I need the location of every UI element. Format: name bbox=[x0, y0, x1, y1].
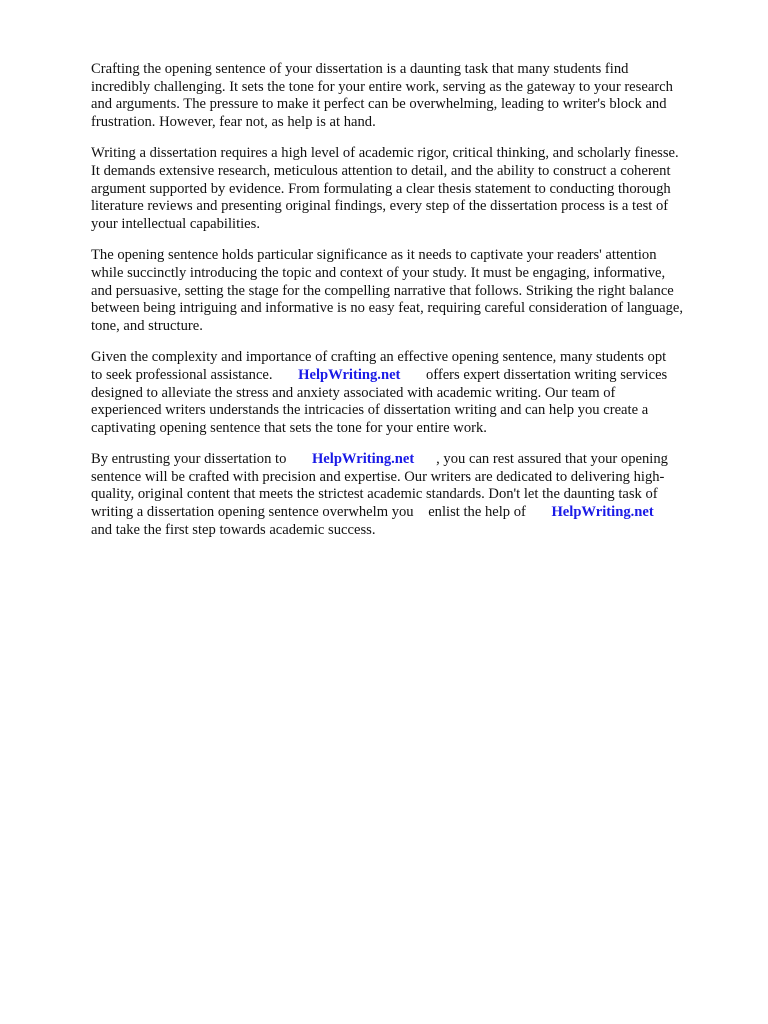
text-line: Writing a dissertation requires a high level of academic rigor, critical thinking, and scholarly finesse. bbox=[91, 145, 679, 162]
text-fragment: writing a dissertation opening sentence overwhelm you bbox=[91, 504, 414, 521]
paragraph-significance bbox=[91, 247, 731, 335]
helpwriting-link[interactable]: HelpWriting.net bbox=[551, 504, 654, 521]
text-fragment: offers expert dissertation writing services bbox=[425, 366, 668, 383]
text-line: between being intriguing and informative is no easy feat, requiring careful consideration of language, bbox=[91, 300, 684, 317]
helpwriting-link[interactable]: HelpWriting.net bbox=[298, 366, 401, 383]
text-line bbox=[91, 451, 731, 469]
paragraph-assistance bbox=[91, 349, 731, 437]
paragraph-intro bbox=[91, 61, 731, 131]
text-line bbox=[91, 504, 731, 522]
text-line: captivating opening sentence that sets the tone for your entire work. bbox=[91, 419, 487, 436]
text-line: frustration. However, fear not, as help is at hand. bbox=[91, 113, 376, 130]
text-line: and take the first step towards academic success. bbox=[91, 521, 376, 538]
text-line bbox=[91, 367, 731, 385]
text-line: while succinctly introducing the topic and context of your study. It must be engaging, informative, bbox=[91, 264, 666, 281]
text-line: tone, and structure. bbox=[91, 317, 203, 334]
text-line: Crafting the opening sentence of your dissertation is a daunting task that many students find bbox=[91, 61, 629, 77]
document-body bbox=[91, 61, 731, 553]
paragraph-requirements bbox=[91, 145, 731, 233]
text-line: The opening sentence holds particular significance as it needs to captivate your readers' attention bbox=[91, 247, 657, 264]
text-line: It demands extensive research, meticulous attention to detail, and the ability to construct a coherent bbox=[91, 162, 671, 179]
text-fragment: , you can rest assured that your opening bbox=[436, 451, 668, 468]
text-line: and arguments. The pressure to make it perfect can be overwhelming, leading to writer's block and bbox=[91, 96, 667, 113]
text-line: quality, original content that meets the strictest academic standards. Don't let the daunting task of bbox=[91, 486, 658, 503]
text-fragment: By entrusting your dissertation to bbox=[91, 451, 287, 468]
text-line: and persuasive, setting the stage for the compelling narrative that follows. Striking the right balance bbox=[91, 282, 674, 299]
text-line: literature reviews and presenting original findings, every step of the dissertation process is a test of bbox=[91, 198, 669, 215]
text-line: argument supported by evidence. From formulating a clear thesis statement to conducting thorough bbox=[91, 180, 671, 197]
text-line: your intellectual capabilities. bbox=[91, 215, 260, 232]
text-line: incredibly challenging. It sets the tone for your entire work, serving as the gateway to your research bbox=[91, 78, 673, 95]
helpwriting-link[interactable]: HelpWriting.net bbox=[311, 451, 415, 468]
paragraph-conclusion bbox=[91, 451, 731, 539]
text-line: sentence will be crafted with precision and expertise. Our writers are dedicated to delivering high- bbox=[91, 468, 665, 485]
text-line: designed to alleviate the stress and anxiety associated with academic writing. Our team of bbox=[91, 384, 616, 401]
text-fragment: enlist the help of bbox=[428, 504, 526, 521]
text-line: experienced writers understands the intricacies of dissertation writing and can help you create a bbox=[91, 402, 649, 419]
text-fragment: to seek professional assistance. bbox=[91, 366, 273, 383]
text-line: Given the complexity and importance of crafting an effective opening sentence, many students opt bbox=[91, 349, 667, 366]
